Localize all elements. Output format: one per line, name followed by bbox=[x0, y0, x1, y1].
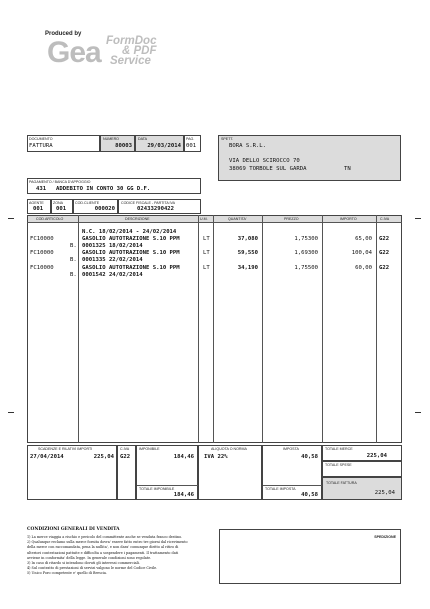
recipient-name: BORA S.R.L. bbox=[229, 143, 267, 149]
aliquota-value: IVA 22% bbox=[204, 454, 228, 460]
item-price: 1,75300 bbox=[294, 236, 318, 243]
totale-fattura-box bbox=[322, 477, 402, 500]
logo-pdf: & PDF bbox=[122, 45, 157, 57]
condition-line: 3) In caso di ritardo si intendono dovuti gli interessi commerciali. bbox=[27, 561, 140, 565]
totale-imponibile-value: 184,46 bbox=[173, 492, 194, 498]
item-price: 1,69300 bbox=[294, 250, 318, 257]
recipient-box bbox=[218, 135, 401, 181]
agente-label: AGENTE bbox=[29, 201, 44, 205]
item-um: LT bbox=[203, 250, 210, 257]
col-header-description: DESCRIZIONE bbox=[125, 217, 150, 221]
item-iva: G22 bbox=[379, 250, 390, 257]
civa-box bbox=[117, 445, 136, 500]
totale-merce-label: TOTALE MERCE bbox=[325, 447, 353, 451]
scadenze-box bbox=[27, 445, 117, 500]
col-header-um: U.M. bbox=[200, 217, 208, 221]
totale-merce-box bbox=[322, 445, 402, 461]
scadenza-date: 27/04/2014 bbox=[30, 454, 64, 460]
cliente-label: COD.CLIENTE bbox=[75, 201, 100, 205]
logo-brand: Gea bbox=[47, 36, 101, 69]
col-header-price: PREZZO bbox=[284, 217, 299, 221]
item-quantity: 37,080 bbox=[237, 236, 258, 243]
logo-produced-by: Produced by bbox=[45, 31, 82, 37]
col-header-amount: IMPORTO bbox=[340, 217, 357, 221]
cliente-box bbox=[73, 199, 118, 214]
totale-spese-label: TOTALE SPESE bbox=[325, 463, 352, 467]
item-quantity: 59,550 bbox=[237, 250, 258, 257]
item-iva: G22 bbox=[379, 264, 390, 271]
imposta-box bbox=[262, 445, 322, 500]
conditions-title: CONDIZIONI GENERALI DI VENDITA bbox=[27, 527, 120, 532]
totale-imposta-value: 40,58 bbox=[301, 492, 318, 498]
fiscale-box bbox=[118, 199, 201, 214]
item-code: FC10000 bbox=[30, 236, 54, 243]
cliente-value: 000020 bbox=[94, 206, 115, 212]
col-header-iva: C.IVA bbox=[380, 217, 390, 221]
spedizione-label: SPEDIZIONE bbox=[374, 535, 396, 539]
agente-value: 001 bbox=[33, 206, 44, 212]
item-iva: G22 bbox=[379, 236, 390, 243]
imponibile-label: IMPONIBILE bbox=[139, 447, 160, 451]
payment-code: 431 bbox=[36, 186, 47, 192]
item-price: 1,75500 bbox=[294, 264, 318, 271]
pagina-label: PAG. bbox=[186, 137, 195, 141]
items-table bbox=[27, 215, 402, 443]
fiscale-label: CODICE FISCALE - PARTITA IVA bbox=[121, 201, 176, 205]
pagina-box bbox=[184, 135, 201, 152]
documento-box bbox=[27, 135, 100, 152]
agente-box bbox=[27, 199, 51, 214]
fiscale-value: 02433290422 bbox=[137, 206, 175, 212]
condition-line: 1) La merce viaggia a rischio e pericolo del committente anche se venduta franco destino. bbox=[27, 535, 183, 539]
logo-service: Service bbox=[110, 55, 151, 67]
item-description: GASOLIO AUTOTRAZIONE S.10 PPM bbox=[82, 264, 180, 271]
recipient-street: VIA DELLO SCIROCCO 70 bbox=[229, 158, 300, 164]
item-description: 0001542 24/02/2014 bbox=[82, 271, 143, 278]
data-box bbox=[135, 135, 184, 152]
recipient-city: 38069 TORBOLE SUL GARDA bbox=[229, 166, 307, 172]
item-code: FC10000 bbox=[30, 250, 54, 257]
item-code: FC10000 bbox=[30, 264, 54, 271]
documento-value: FATTURA bbox=[29, 143, 53, 149]
aliquota-box bbox=[198, 445, 262, 500]
totale-spese-box bbox=[322, 461, 402, 477]
logo-formdoc: FormDoc bbox=[106, 35, 157, 47]
item-code: B. bbox=[70, 271, 77, 278]
condition-line: della merce con raccomandata, pena la nullita', e non dara' comunque diritto al ritiro di bbox=[27, 545, 179, 550]
col-header-code: COD.ARTICOLO bbox=[36, 217, 64, 221]
totale-merce-value: 225,04 bbox=[366, 453, 387, 459]
condition-line: 5) Unico Foro competente e' quello di Brescia. bbox=[27, 571, 107, 576]
payment-description: ADDEBITO IN CONTO 30 GG D.F. bbox=[56, 186, 151, 192]
data-value: 29/03/2014 bbox=[147, 143, 181, 149]
condition-line: 4) Sul contratto di prestazioni di servizi valgono le norme del Codice Civile. bbox=[27, 566, 158, 571]
imposta-value: 40,58 bbox=[301, 454, 318, 460]
aliquota-label: ALIQUOTA O NORMA bbox=[211, 447, 247, 451]
condition-line: ulteriori contestazioni pattuite e difficolta a sospendere i pagamenti. Il trattamento dati bbox=[27, 550, 179, 555]
item-description: 0001335 22/02/2014 bbox=[82, 257, 143, 264]
item-code: B. bbox=[70, 243, 77, 250]
payment-label: PAGAMENTO / BANCA D'APPOGGIO bbox=[29, 180, 91, 184]
fold-mark-right-top bbox=[415, 218, 421, 219]
spedizione-box bbox=[219, 529, 401, 584]
civa-label: C.IVA bbox=[120, 447, 130, 451]
totale-fattura-value: 225,04 bbox=[374, 490, 395, 496]
fold-mark-left-bottom bbox=[8, 412, 14, 413]
documento-label: DOCUMENTO bbox=[29, 137, 53, 141]
imponibile-box bbox=[136, 445, 198, 500]
fold-mark-left-top bbox=[8, 218, 14, 219]
item-description: GASOLIO AUTOTRAZIONE S.10 PPM bbox=[82, 250, 180, 257]
item-um: LT bbox=[203, 236, 210, 243]
numero-label: NUMERO bbox=[103, 137, 119, 141]
numero-value: 80003 bbox=[115, 143, 132, 149]
item-amount: 100,04 bbox=[351, 250, 372, 257]
scadenze-label: SCADENZE E RILATIVI IMPORTI bbox=[38, 447, 93, 451]
item-description: N.C. 18/02/2014 - 24/02/2014 bbox=[82, 229, 177, 235]
totale-fattura-label: TOTALE FATTURA bbox=[326, 481, 357, 485]
fold-mark-right-bottom bbox=[415, 412, 421, 413]
condition-line: avviene in conformita' della legge. In generale condizioni sono regolate. bbox=[27, 555, 152, 560]
zona-label: ZONA bbox=[53, 201, 63, 205]
item-description: 0001325 18/02/2014 bbox=[82, 243, 143, 250]
scadenza-amount: 225,04 bbox=[93, 454, 114, 460]
imponibile-value: 184,46 bbox=[173, 454, 194, 460]
totale-imponibile-label: TOTALE IMPONIBILE bbox=[139, 487, 175, 491]
data-label: DATA bbox=[138, 137, 148, 141]
item-quantity: 34,190 bbox=[237, 264, 258, 271]
payment-box bbox=[27, 178, 201, 194]
imposta-label: IMPOSTA bbox=[283, 447, 299, 451]
civa-value: G22 bbox=[120, 454, 131, 460]
item-description: GASOLIO AUTOTRAZIONE S.10 PPM bbox=[82, 236, 180, 243]
zona-value: 001 bbox=[56, 206, 67, 212]
zona-box bbox=[51, 199, 73, 214]
totale-imposta-label: TOTALE IMPOSTA bbox=[265, 487, 296, 491]
item-amount: 65,00 bbox=[355, 236, 372, 243]
item-um: LT bbox=[203, 264, 210, 271]
pagina-value: 001 bbox=[186, 143, 197, 149]
recipient-province: TN bbox=[344, 166, 351, 172]
recipient-label: SPETT. bbox=[221, 137, 234, 141]
item-amount: 60,00 bbox=[355, 264, 372, 271]
item-code: B. bbox=[70, 257, 77, 264]
condition-line: 2) Qualunque reclamo sulla merce fornita dovra' essere fatto entro tre giorni dal ricevimento bbox=[27, 540, 188, 545]
col-header-quantity: QUANTITA' bbox=[228, 217, 247, 221]
numero-box bbox=[100, 135, 135, 152]
